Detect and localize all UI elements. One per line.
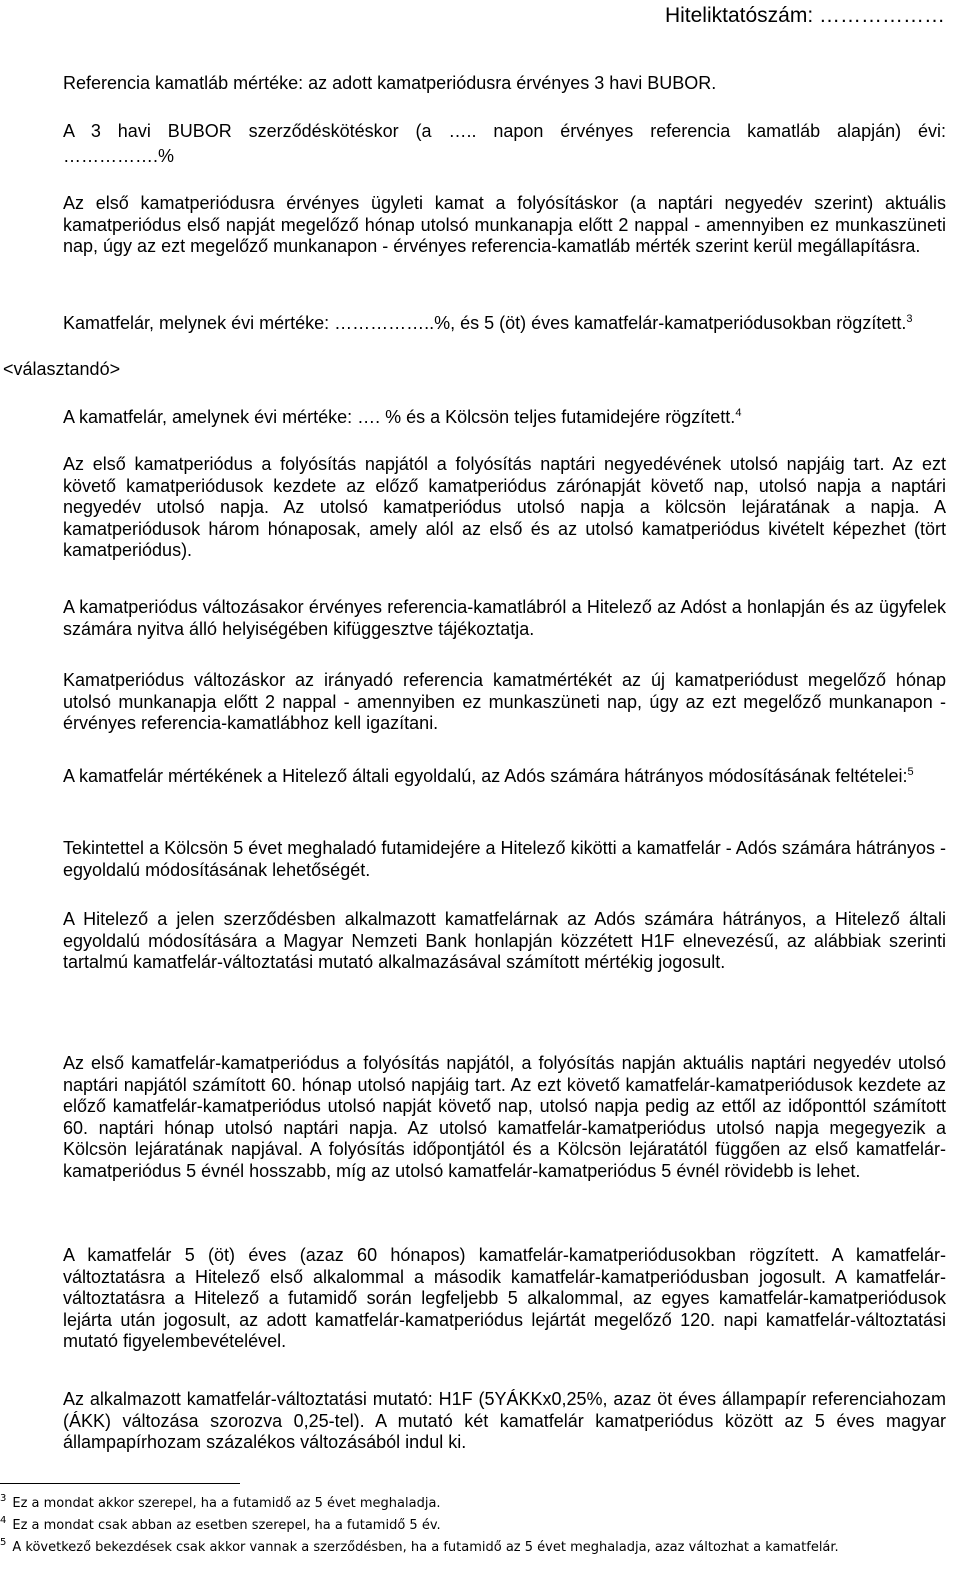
margin-option-b [63,407,946,429]
margin-option-b-text: A kamatfelár, amelynek évi mértéke: …. % és a Kölcsön teljes futamidejére rögzített. [63,407,736,427]
indicator-definition-paragraph: Az alkalmazott kamatfelár-változtatási mutató: H1F (5YÁKKx0,25%, azaz öt éves állampapír referenciahozam (ÁKK) változása szorozva 0,25-tel). A mutató két kamatfelár kamatperiódus között az 5 éves magyar állampapírhozam százalékos változásából indul ki. [63,1389,946,1452]
footnote-number: 5 [0,1537,7,1548]
period-change-rate-paragraph: Kamatperiódus változáskor az irányadó referencia kamatmértékét az új kamatperiódust megelőző hónap utolsó munkanapja előtt 2 nappal - amennyiben ez munkaszüneti nap, úgy az ezt megelőző munkanapon - érvényes referencia-kamatlábhoz kell igazítani. [63,670,946,733]
footnote-text: A következő bekezdések csak akkor vannak a szerződésben, ha a futamidő az 5 évet meghaladja, azaz változhat a kamatfelár. [12,1540,839,1555]
footnote-number: 3 [0,1493,7,1504]
choose-label: <választandó> [3,359,121,379]
margin-fixed-five-years-paragraph: A kamatfelár 5 (öt) éves (azaz 60 hónapos) kamatfelár-kamatperiódusokban rögzített. A kamatfelár-változtatásra a Hitelező első alkalommal a második kamatfelár-kamatperiódusban jogosult. A kamatfelár-változtatásra a Hitelező a futamidő során legfeljebb 5 alkalommal, az egyes kamatfelár-kamatperiódusok lejárta után jogosult, az adott kamatfelár-kamatperiódus lejártát megelőző 120. napi kamatfelár-változtatási mutató figyelembevételével. [63,1245,946,1351]
unilateral-conditions-text: A kamatfelár mértékének a Hitelező általi egyoldalú, az Adós számára hátrányos módosításának feltételei: [63,766,908,786]
margin-option-a [63,313,946,335]
footnote-separator [0,1483,240,1484]
footnote-ref-3: 3 [906,313,913,325]
footnote-ref-4: 4 [735,407,742,419]
margin-periods-paragraph: Az első kamatfelár-kamatperiódus a folyósítás napjától, a folyósítás napján aktuális naptári negyedév utolsó naptári napjától számított 60. hónap utolsó napjáig tart. Az ezt követő kamatfelár-kamatperiódusok kezdete az előző kamatfelár-kamatperiódus utolsó napját követő nap, utolsó napja pedig az ettől az időponttól számított 60. naptári hónap utolsó naptári napja. Az utolsó kamatfelár-kamatperiódus utolsó napja megegyezik a Kölcsön lejáratának napjával. A folyósítás időpontjától és a Kölcsön lejáratától függően az első kamatfelár-kamatperiódus 5 évnél hosszabb, míg az utolsó kamatfelár-kamatperiódus 5 évnél rövidebb is lehet. [63,1053,946,1181]
first-period-rate-paragraph: Az első kamatperiódusra érvényes ügyleti kamat a folyósításkor (a naptári negyedév szerint) aktuális kamatperiódus első napját megelőző hónap utolsó munkanapja előtt 2 nappal - amennyiben ez munkaszüneti nap, úgy az ezt megelőző munkanapon - érvényes referencia-kamatláb mérték szerint kerül megállapításra. [63,193,946,256]
bubor-line-1: A 3 havi BUBOR szerződéskötéskor (a ….. napon érvényes referencia kamatláb alapján) évi: [63,121,946,141]
bubor-line-2: …………….% [63,146,175,166]
unilateral-conditions-paragraph [63,766,946,788]
footnote-text: Ez a mondat csak abban az esetben szerepel, ha a futamidő 5 év. [12,1518,441,1533]
footnote-3 [0,1493,839,1515]
reference-rate-paragraph: Referencia kamatláb mértéke: az adott kamatperiódusra érvényes 3 havi BUBOR. [63,73,717,93]
margin-option-a-text: Kamatfelár, melynek évi mértéke: ……………..%, és 5 (öt) éves kamatfelár-kamatperiódusokban rögzített. [63,313,907,333]
footnote-5 [0,1537,839,1559]
loan-id-header: Hiteliktatószám: ……………… [664,4,945,27]
footnote-text: Ez a mondat akkor szerepel, ha a futamidő az 5 évet meghaladja. [12,1496,441,1511]
footnote-ref-5: 5 [907,766,914,778]
interest-periods-paragraph: Az első kamatperiódus a folyósítás napjától a folyósítás naptári negyedévének utolsó napjáig tart. Az ezt követő kamatperiódusok kezdete az előző kamatperiódus zárónapját követő nap, utolsó napja a naptári negyedév utolsó napja. Az utolsó kamatperiódus utolsó napja a kölcsön lejáratának a napja. A kamatperiódusok három hónaposak, amely alól az első és az utolsó kamatperiódus kivételt képezhet (tört kamatperiódus). [63,454,946,560]
over-five-years-paragraph: Tekintettel a Kölcsön 5 évet meghaladó futamidejére a Hitelező kikötti a kamatfelár - Adós számára hátrányos - egyoldalú módosításának lehetőségét. [63,838,946,880]
footnote-number: 4 [0,1515,7,1526]
h1f-entitlement-paragraph: A Hitelező a jelen szerződésben alkalmazott kamatfelárnak az Adós számára hátrányos, a Hitelező általi egyoldalú módosítására a Magyar Nemzeti Bank honlapján közzétett H1F elnevezésű, az alábbiak szerinti tartalmú kamatfelár-változtatási mutató alkalmazásával számított mértékig jogosult. [63,909,946,972]
footnotes [0,1493,839,1559]
footnote-4 [0,1515,839,1537]
rate-change-info-paragraph: A kamatperiódus változásakor érvényes referencia-kamatlábról a Hitelező az Adóst a honlapján és az ügyfelek számára nyitva álló helyiségében kifüggesztve tájékoztatja. [63,597,946,639]
